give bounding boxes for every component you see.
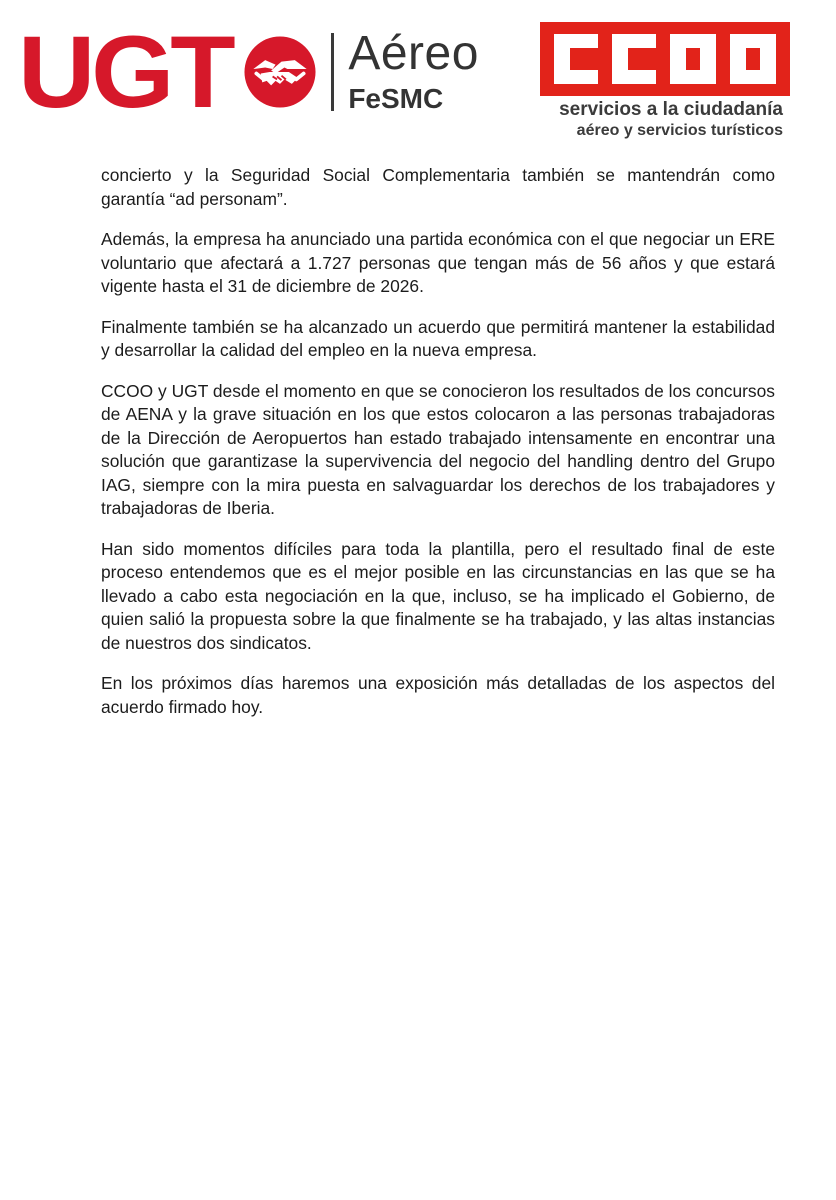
federation-name: FeSMC [348,82,444,114]
letterhead [0,0,836,150]
handshake-icon [243,35,317,109]
ugt-logo [18,15,479,129]
paragraph: Finalmente también se ha alcanzado un acuerdo que permitirá mantener la estabilidad y desarrollar la calidad del empleo en la nueva empresa. [101,316,775,360]
ugt-sector-label [348,26,479,115]
paragraph: Han sido momentos difíciles para toda la plantilla, pero el resultado final de este proceso entendemos que es el mejor posible en las circunstancias en las que se ha llevado a cabo esta negociación en la que, incluso, se ha implicado el Gobierno, de quien salió la propuesta sobre la que finalmente se ha trabajado, y las altas instancias de nuestros dos sindicatos. [101,538,775,653]
ugt-wordmark: UGT [18,15,232,129]
document-body [101,164,775,736]
paragraph: En los próximos días haremos una exposición más detalladas de los aspectos del acuerdo firmado hoy. [101,673,775,717]
sector-name: Aéreo [348,26,479,80]
paragraph: concierto y la Seguridad Social Complementaria también se mantendrán como garantía “ad personam”. [101,165,775,209]
ccoo-wordmark [540,22,790,96]
ccoo-logo [540,22,792,140]
paragraph: Además, la empresa ha anunciado una partida económica con el que negociar un ERE voluntario que afectará a 1.727 personas que tengan más de 56 años y que estará vigente hasta el 31 de diciembre de 2026. [101,229,775,296]
ccoo-federation: servicios a la ciudadanía [559,99,783,120]
logo-divider [331,33,334,111]
paragraph: CCOO y UGT desde el momento en que se conocieron los resultados de los concursos de AENA y la grave situación en los que estos colocaron a las personas trabajadoras de la Dirección de Aeropuertos han estado trabajado intensamente en encontrar una solución que garantizase la supervivencia del negocio del handling dentro del Grupo IAG, siempre con la mira puesta en salvaguardar los derechos de los trabajadores y trabajadoras de Iberia. [101,380,775,518]
ccoo-sector: aéreo y servicios turísticos [576,122,783,139]
